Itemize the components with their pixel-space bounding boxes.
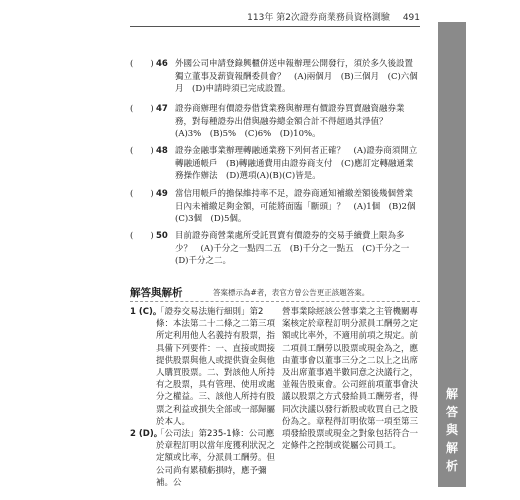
question-number: 50 [156, 231, 168, 241]
question-49 [130, 188, 424, 226]
question-48 [130, 145, 420, 183]
question-number: 46 [156, 59, 168, 69]
answer-explanation: 「公司法」第235-1條：公司應於章程訂明以當年度獲利狀況之定額或比率，分派員工酬勞。但公司尚有累積虧損時，應予彌補。公 [156, 429, 276, 488]
answer-blank: ( ) [130, 189, 154, 199]
question-47 [130, 103, 420, 141]
question-number: 47 [156, 104, 168, 114]
side-tab-label: 解 答 與 解 析 [445, 387, 458, 473]
question-number: 49 [156, 189, 168, 199]
question-text: 當信用帳戶的擔保維持率不足，證券商通知補繳差額後幾個營業日內未補繳足夠金額，可能將面臨「斷頭」？ (A)1個 (B)2個 (C)3個 (D)5個。 [175, 189, 424, 224]
answer-explanation-continued: 營事業除經該公營事業之主管機關專案核定於章程訂明分派員工酬勞之定額或比率外，不適用前項之規定。前二項員工酬勞以股票或現金為之，應由董事會以董事三分之二以上之出席及出席董事過半數同意之決議行之，並報告股東會。公司經前項董事會決議以股票之方式發給員工酬勞者，得同次決議以發行新股或收買自己之股份為之。章程得訂明依第一項至第三項發給股票或現金之對象包括符合一定條件之控制或從屬公司員工。 [282, 307, 419, 452]
page-number: 491 [402, 13, 420, 23]
question-number: 48 [156, 146, 168, 156]
question-50 [130, 230, 420, 268]
header-divider [130, 26, 420, 27]
question-text: 證券商辦理有價證券借貸業務與辦理有價證券買賣融資融券業務，對每種證券出借與融券總金額合計不得超過其淨值？ (A)3% (B)5% (C)6% (D)10%。 [175, 104, 405, 139]
answer-blank: ( ) [130, 146, 154, 156]
page-header [130, 10, 420, 23]
answers-title: 解答與解析 [130, 287, 183, 299]
exam-title: 113年 第2次證券商業務員資格測驗 [247, 13, 390, 23]
answer-number: 2 (D)。 [130, 429, 163, 440]
answer-blank: ( ) [130, 104, 154, 114]
answer-blank: ( ) [130, 59, 154, 69]
question-46 [130, 58, 420, 96]
answer-item-1 [130, 306, 275, 428]
answers-note: 答案標示為#者，表官方曾公告更正該題答案。 [213, 288, 370, 297]
answers-divider [130, 301, 420, 302]
question-text: 證券金融事業辦理轉融通業務下列何者正確？ (A)證券商須開立轉融通帳戶 (B)轉融通費用由證券商支付 (C)應訂定轉融通業務操作辦法 (D)選項(A)(B)(C)皆是。 [175, 146, 418, 181]
question-text: 目前證券商營業處所受託買賣有價證券的交易手續費上限為多少？ (A)千分之一點四二五 (B)千分之一點五 (C)千分之一 (D)千分之二。 [175, 231, 418, 266]
answer-number: 1 (C)。 [130, 307, 162, 317]
answers-column-left [130, 306, 275, 489]
answer-explanation: 「證券交易法施行細則」第2條：本法第二十二條之二第三項所定利用他人名義持有股票，指具備下列要件：一、直接或間接提供股票與他人或提供資金與他人購買股票。二、對該他人所持有之股票，具有管理、使用或處分之權益。三、該他人所持有股票之利益或損失全部或一部歸屬於本人。 [156, 307, 276, 427]
question-text: 外國公司申請登錄興櫃併送申報辦理公開發行，須於多久後設置獨立董事及薪資報酬委員會？ (A)兩個月 (B)三個月 (C)六個月 (D)申請時須已完成設置。 [175, 59, 418, 94]
answers-column-right [282, 306, 422, 452]
answer-blank: ( ) [130, 231, 154, 241]
answer-item-2 [130, 428, 275, 489]
